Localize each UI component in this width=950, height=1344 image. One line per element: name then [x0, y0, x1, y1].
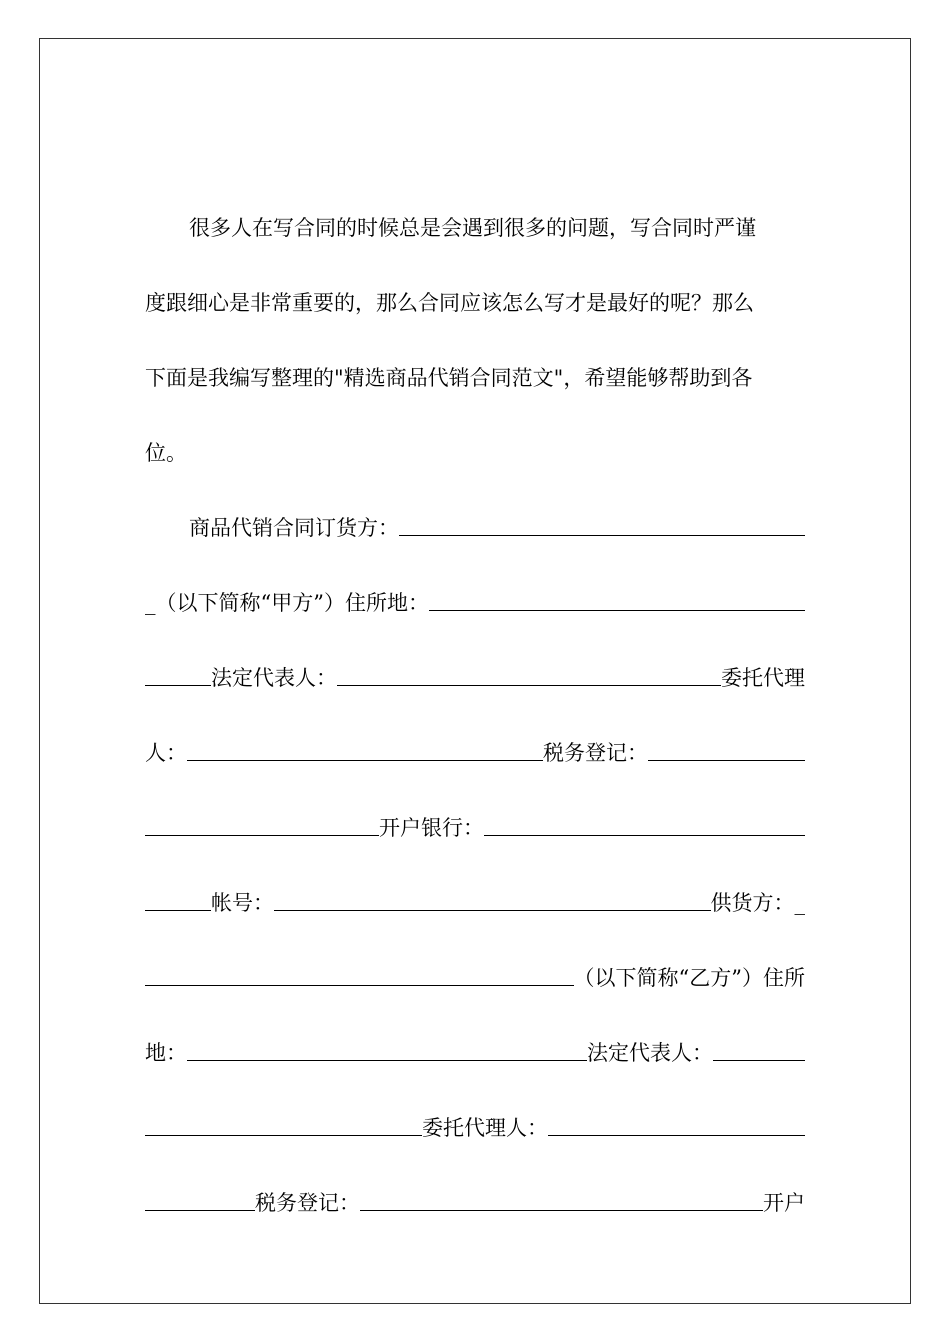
tax-label: 税务登记：: [543, 741, 648, 765]
address-b-blank: [187, 1059, 587, 1061]
contract-line-party-a: [145, 587, 805, 617]
agent-b-blank: [548, 1134, 805, 1136]
agent-label-part: 委托代理: [721, 666, 805, 690]
agent-b-label: 委托代理人：: [422, 1116, 548, 1140]
address-b-label: 地：: [145, 1041, 187, 1065]
supplier-label: 供货方：: [710, 891, 795, 915]
legal-rep-label: 法定代表人：: [211, 666, 337, 690]
blank-short: [145, 909, 211, 911]
agent-blank: [187, 759, 543, 761]
contract-line-legal-rep: [145, 662, 805, 692]
contract-line-bank: [145, 812, 805, 842]
intro-text: 下面是我编写整理的"精选商品代销合同范文"，希望能够帮助到各: [145, 366, 753, 390]
intro-text: 位。: [145, 441, 187, 465]
buyer-label: 商品代销合同订货方：: [189, 516, 399, 540]
tax-b-label: 税务登记：: [255, 1191, 360, 1215]
blank-short: [145, 684, 211, 686]
address-a-blank: [429, 609, 805, 611]
underscore-mark: _: [145, 591, 156, 615]
account-blank: [274, 909, 711, 911]
tax-blank: [648, 759, 805, 761]
legal-rep-b-label: 法定代表人：: [587, 1041, 713, 1065]
legal-rep-blank: [337, 684, 721, 686]
bank-blank: [484, 834, 805, 836]
blank-long: [145, 1134, 422, 1136]
party-a-note: （以下简称“甲方”）住所地：: [155, 591, 429, 615]
supplier-blank: [145, 984, 574, 986]
contract-line-agent-tax: [145, 737, 805, 767]
intro-line-2: [145, 287, 805, 317]
intro-line-1: [145, 212, 805, 242]
contract-line-tax-b: [145, 1187, 805, 1217]
tax-b-blank: [360, 1209, 763, 1211]
buyer-blank: [399, 534, 805, 536]
contract-line-buyer: [145, 512, 805, 542]
account-label: 帐号：: [211, 891, 274, 915]
underscore-mark: _: [794, 891, 805, 915]
party-b-note: （以下简称“乙方”）住所: [573, 966, 805, 990]
intro-line-3: [145, 362, 805, 392]
contract-line-address-b: [145, 1037, 805, 1067]
blank-medium: [145, 834, 379, 836]
agent-label-end: 人：: [145, 741, 187, 765]
contract-line-account: [145, 887, 805, 917]
bank-label: 开户银行：: [379, 816, 484, 840]
bank-b-label: 开户: [763, 1191, 805, 1215]
intro-text: 度跟细心是非常重要的，那么合同应该怎么写才是最好的呢？那么: [145, 291, 754, 315]
legal-rep-b-blank: [713, 1059, 805, 1061]
intro-line-4: [145, 437, 805, 467]
contract-line-agent-b: [145, 1112, 805, 1142]
blank-short: [145, 1209, 255, 1211]
contract-line-party-b: [145, 962, 805, 992]
intro-text: 很多人在写合同的时候总是会遇到很多的问题，写合同时严谨: [189, 216, 756, 240]
